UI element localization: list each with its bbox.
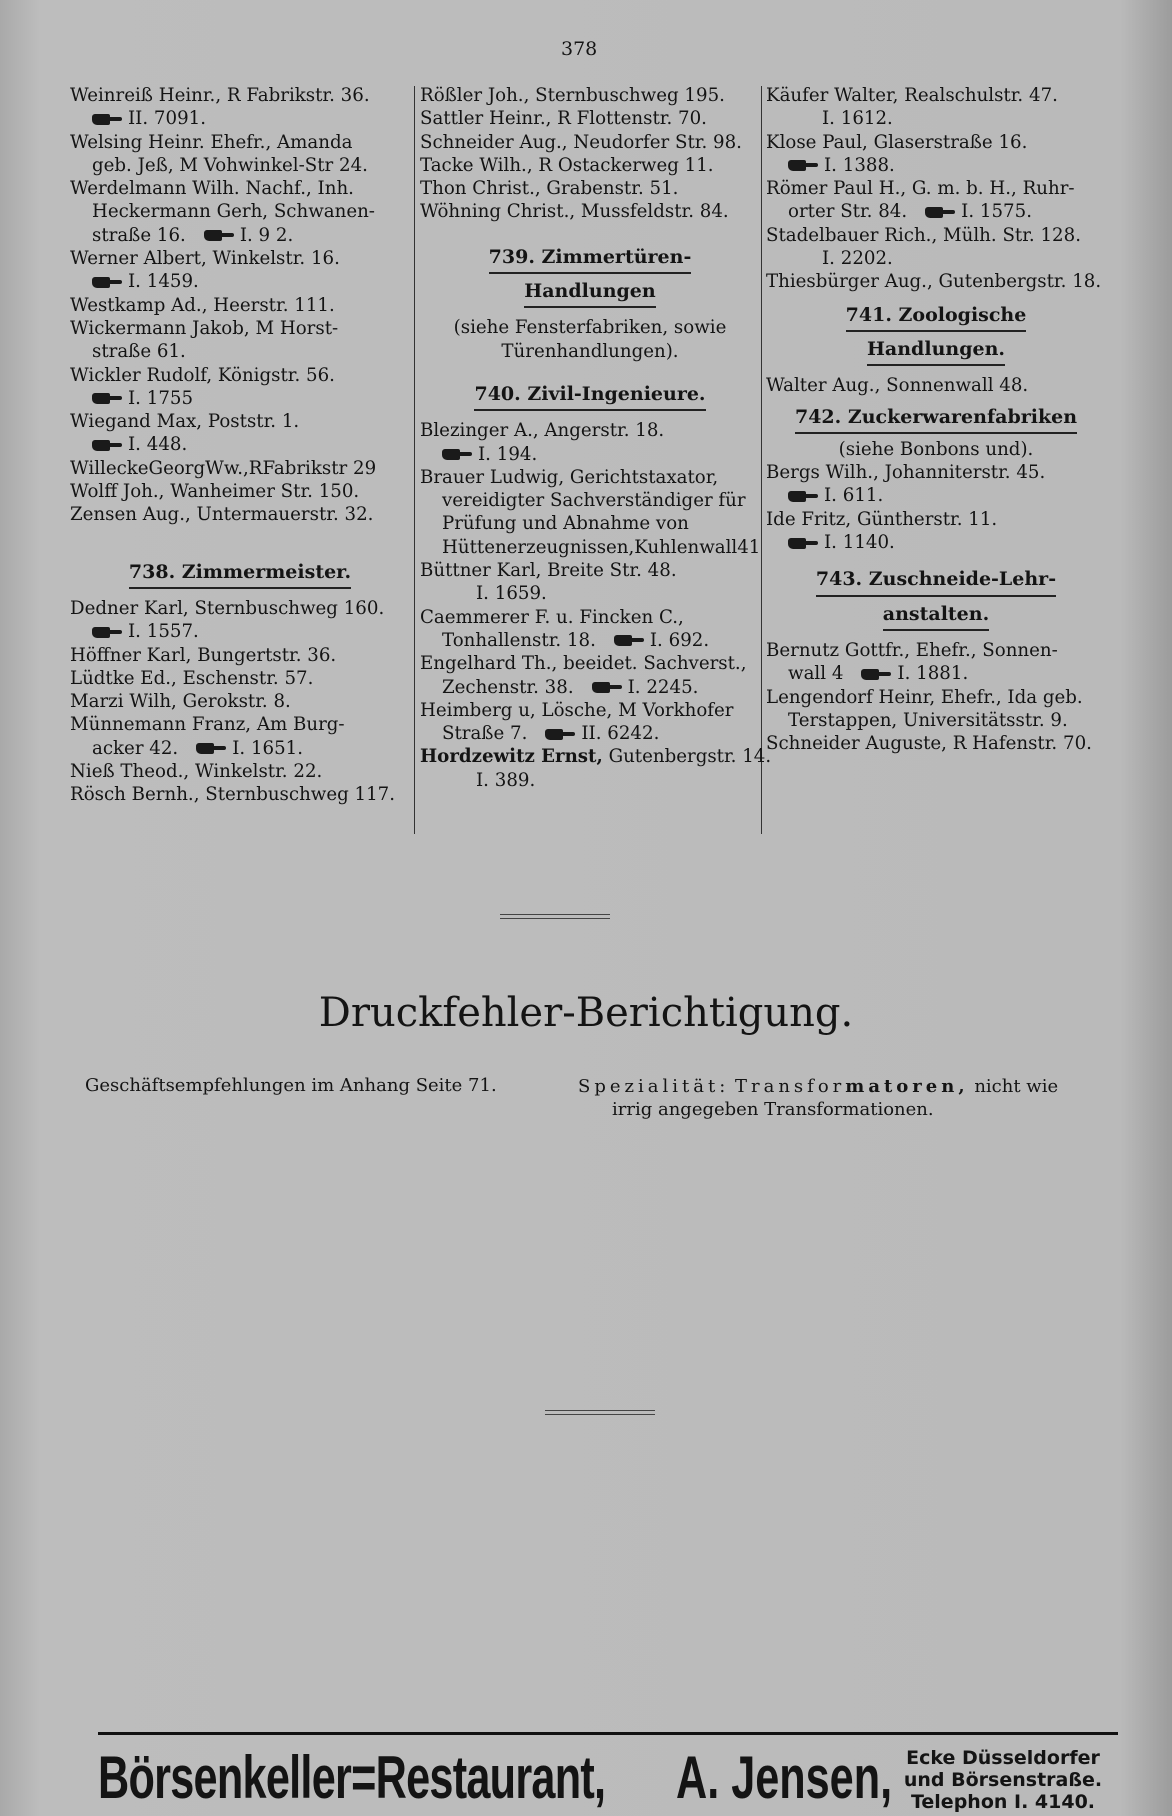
entry-text: Engelhard Th., beeidet. Sachverst., (420, 653, 747, 675)
entry-text: Lüdtke Ed., Eschenstr. 57. (70, 667, 314, 689)
section-heading-741-cont (766, 338, 1106, 366)
telephone-hand-icon (592, 681, 624, 694)
entry-text: Ide Fritz, Güntherstr. 11. (766, 508, 998, 530)
directory-entry-line (70, 433, 410, 456)
entry-text: Stadelbauer Rich., Mülh. Str. 128. (766, 224, 1081, 246)
entry-text: I. 1140. (824, 532, 895, 554)
entry-text: geb. Jeß, M Vohwinkel-Str 24. (92, 154, 368, 176)
directory-entry-line (766, 639, 1106, 662)
phone-number: I. 1575. (961, 201, 1032, 223)
ad-address-line: Ecke Düsseldorfer (906, 1747, 1100, 1769)
entry-text: acker 42. (92, 737, 179, 759)
entry-list-2b (420, 419, 772, 792)
errata-word: Transfor (735, 1076, 846, 1097)
directory-entry-line (420, 154, 760, 177)
telephone-hand-icon (92, 392, 124, 405)
directory-entry-line (70, 131, 410, 154)
directory-entry-line (70, 270, 410, 293)
directory-entry-line (420, 177, 760, 200)
entry-text: I. 1612. (822, 108, 893, 130)
directory-entry-line (420, 200, 760, 223)
section-heading-741 (766, 304, 1106, 332)
directory-entry-line (70, 340, 410, 363)
entry-text: wall 4 (788, 663, 844, 685)
errata-title: Druckfehler-Berichtigung. (318, 990, 854, 1036)
directory-entry-line (70, 457, 410, 480)
directory-entry-line (420, 84, 760, 107)
directory-entry-line (70, 690, 410, 713)
directory-entry-line (420, 745, 772, 768)
entry-text: Büttner Karl, Breite Str. 48. (420, 560, 677, 582)
entry-text: Höffner Karl, Bungertstr. 36. (70, 644, 337, 666)
section-heading-743-cont (766, 603, 1106, 631)
entry-text: Brauer Ludwig, Gerichtstaxator, (420, 466, 719, 488)
directory-entry-line (766, 374, 1106, 397)
entry-text: I. 1755 (128, 387, 194, 409)
directory-entry-line (420, 606, 760, 629)
telephone-hand-icon (925, 206, 957, 219)
entry-list-1a (70, 84, 410, 527)
entry-text: Wickler Rudolf, Königstr. 56. (70, 364, 335, 386)
phone-number: I. 9 2. (239, 224, 294, 246)
entry-text: Blezinger A., Angerstr. 18. (420, 420, 665, 442)
directory-entry-line (70, 503, 410, 526)
errata-word: matoren, (845, 1076, 969, 1097)
directory-entry-line (766, 461, 1106, 484)
directory-entry-line (766, 224, 1106, 247)
ad-restaurant-name: Börsenkeller=Restaurant, (98, 1744, 606, 1811)
directory-entry-line (70, 667, 410, 690)
entry-text: Wöhning Christ., Mussfeldstr. 84. (420, 201, 729, 223)
column-2 (420, 84, 772, 792)
entry-text: Walter Aug., Sonnenwall 48. (766, 375, 1029, 397)
entry-text: Wickermann Jakob, M Horst- (70, 317, 339, 339)
directory-entry-line (420, 131, 760, 154)
column-1 (70, 84, 410, 807)
directory-entry-line (70, 200, 410, 223)
entry-text: Römer Paul H., G. m. b. H., Ruhr- (766, 178, 1075, 200)
telephone-hand-icon (861, 668, 893, 681)
section-title: 743. Zuschneide-Lehr- (816, 568, 1056, 596)
errata-correction (578, 1075, 1113, 1121)
entry-text: Käufer Walter, Realschulstr. 47. (766, 85, 1058, 106)
entry-text: I. 611. (824, 485, 884, 507)
entry-text: Heimberg u, Lösche, M Vorkhofer (420, 699, 734, 721)
entry-text: Rößler Joh., Sternbuschweg 195. (420, 85, 725, 106)
directory-entry-line (70, 387, 410, 410)
directory-entry-line (766, 662, 1106, 685)
phone-number: I. 1881. (897, 663, 969, 685)
entry-text: Nieß Theod., Winkelstr. 22. (70, 761, 323, 783)
entry-text: Hüttenerzeugnissen,Kuhlenwall41 (442, 536, 761, 558)
directory-entry-line (420, 466, 760, 489)
entry-text: Sattler Heinr., R Flottenstr. 70. (420, 108, 707, 130)
errata-word: Spezialität: (578, 1076, 730, 1097)
entry-text: orter Str. 84. (788, 201, 908, 223)
directory-entry-line (70, 620, 410, 643)
directory-entry-line (766, 531, 1106, 554)
directory-entry-line (70, 597, 410, 620)
directory-entry-line (420, 443, 760, 466)
entry-text: Rösch Bernh., Sternbuschweg 117. (70, 784, 396, 806)
entry-text: Straße 7. (442, 723, 528, 745)
entry-phone (907, 201, 1032, 222)
phone-number: II. 6242. (581, 723, 660, 745)
directory-entry-line (420, 722, 760, 745)
entry-text: Klose Paul, Glaserstraße 16. (766, 131, 1028, 153)
divider-rule (545, 1414, 655, 1415)
section-heading-739-cont (420, 280, 760, 308)
section-heading-743 (766, 568, 1106, 596)
directory-entry-line (766, 247, 1106, 270)
directory-entry-line (70, 247, 410, 270)
entry-text: Terstappen, Universitätsstr. 9. (788, 709, 1068, 731)
entry-text: vereidigter Sachverständiger für (442, 490, 746, 512)
directory-entry-line (420, 769, 760, 792)
section-title: 741. Zoologische (846, 304, 1027, 332)
entry-text: Münnemann Franz, Am Burg- (70, 714, 345, 736)
entry-text: Zechenstr. 38. (442, 676, 574, 698)
directory-entry-line (766, 200, 1106, 223)
section-heading-739 (420, 246, 760, 274)
entry-text: Tacke Wilh., R Ostackerweg 11. (420, 154, 714, 176)
column-3 (766, 84, 1106, 755)
entry-text: WilleckeGeorgWw.,RFabrikstr 29 (70, 457, 377, 479)
ad-owner-name: A. Jensen, (676, 1744, 893, 1811)
advertisement (98, 1732, 1118, 1815)
entry-phone (596, 630, 709, 651)
entry-text: Caemmerer F. u. Fincken C., (420, 606, 684, 628)
section-title: 738. Zimmermeister. (129, 561, 351, 589)
directory-entry-line (766, 709, 1106, 732)
directory-entry-line (70, 783, 410, 806)
entry-text: Bernutz Gottfr., Ehefr., Sonnen- (766, 639, 1058, 661)
directory-entry-line (420, 652, 760, 675)
directory-entry-line (70, 760, 410, 783)
directory-entry-line (766, 270, 1106, 293)
ad-address-line: und Börsenstraße. (903, 1769, 1103, 1791)
directory-entry-line (766, 107, 1106, 130)
directory-entry-line (70, 713, 410, 736)
directory-entry-line (766, 131, 1106, 154)
entry-text: Werdelmann Wilh. Nachf., Inh. (70, 178, 354, 200)
entry-text: Heckermann Gerh, Schwanen- (92, 201, 375, 223)
directory-entry-line (70, 154, 410, 177)
telephone-hand-icon (92, 276, 124, 289)
section-note: (siehe Bonbons und). (838, 438, 1034, 460)
entry-text: I. 448. (128, 434, 188, 456)
directory-entry-line (420, 512, 760, 535)
column-divider (414, 86, 415, 834)
directory-entry-line (70, 364, 410, 387)
telephone-hand-icon (92, 439, 124, 452)
entry-text: Welsing Heinr. Ehefr., Amanda (70, 131, 353, 153)
directory-entry-line (766, 84, 1106, 107)
divider-rule (500, 914, 610, 915)
errata-reference: Geschäftsempfehlungen im Anhang Seite 71. (85, 1075, 497, 1096)
entry-list-1b (70, 597, 410, 807)
directory-entry-line (70, 107, 410, 130)
directory-entry-line (766, 177, 1106, 200)
telephone-hand-icon (92, 113, 124, 126)
entry-text: Bergs Wilh., Johanniterstr. 45. (766, 462, 1046, 484)
directory-entry-line (420, 559, 760, 582)
errata-word: irrig angegeben Transformationen. (612, 1099, 934, 1120)
entry-text: Hordzewitz Ernst, (420, 746, 603, 768)
entry-text: Tonhallenstr. 18. (442, 629, 596, 651)
entry-text: I. 194. (478, 443, 538, 465)
directory-entry-line (766, 508, 1106, 531)
directory-entry-line (420, 582, 760, 605)
section-heading-740 (420, 383, 760, 411)
directory-entry-line (420, 676, 760, 699)
telephone-hand-icon (92, 626, 124, 639)
column-divider (761, 86, 762, 834)
entry-text: I. 1388. (824, 154, 895, 176)
directory-entry-line (70, 317, 410, 340)
entry-text: Weinreiß Heinr., R Fabrikstr. 36. (70, 85, 370, 106)
telephone-hand-icon (196, 742, 228, 755)
phone-number: I. 2245. (627, 676, 699, 698)
page-number: 378 (561, 38, 598, 60)
phone-number: I. 692. (649, 629, 710, 651)
telephone-hand-icon (614, 634, 646, 647)
entry-text: Wiegand Max, Poststr. 1. (70, 411, 300, 433)
entry-text: straße 61. (92, 341, 186, 363)
entry-text: Gutenbergstr. 14. (602, 746, 772, 768)
telephone-hand-icon (204, 229, 236, 242)
directory-entry-line (70, 480, 410, 503)
divider-rule (500, 918, 610, 919)
entry-phone (178, 738, 303, 759)
directory-entry-line (70, 294, 410, 317)
entry-text: straße 16. (92, 224, 186, 246)
directory-entry-line (420, 699, 760, 722)
directory-entry-line (766, 686, 1106, 709)
section-title: 740. Zivil-Ingenieure. (474, 383, 705, 411)
directory-entry-line (420, 419, 760, 442)
telephone-hand-icon (442, 448, 474, 461)
section-note: Türenhandlungen). (501, 340, 679, 362)
entry-list-3c (766, 461, 1106, 554)
entry-text: I. 389. (476, 769, 536, 791)
errata-word: nicht wie (968, 1076, 1059, 1097)
telephone-hand-icon (545, 728, 577, 741)
entry-text: I. 1659. (476, 583, 547, 605)
section-title: Handlungen. (867, 338, 1005, 366)
telephone-hand-icon (788, 537, 820, 550)
section-heading-742 (766, 406, 1106, 434)
entry-phone (843, 663, 968, 684)
entry-phone (186, 225, 293, 246)
section-note: (siehe Fensterfabriken, sowie (453, 317, 727, 339)
entry-text: Thiesbürger Aug., Gutenbergstr. 18. (766, 271, 1102, 293)
directory-entry-line (766, 154, 1106, 177)
directory-entry-line (766, 484, 1106, 507)
section-heading-738 (70, 561, 410, 589)
directory-entry-line (420, 629, 760, 652)
entry-text: Dedner Karl, Sternbuschweg 160. (70, 597, 385, 619)
directory-entry-line (70, 737, 410, 760)
entry-text: Werner Albert, Winkelstr. 16. (70, 248, 340, 270)
divider-rule (545, 1410, 655, 1411)
section-title: 739. Zimmertüren- (489, 246, 692, 274)
ad-address-line: Telephon I. 4140. (910, 1791, 1096, 1813)
entry-text: Prüfung und Abnahme von (442, 513, 689, 535)
section-title: Handlungen (524, 280, 655, 308)
entry-text: II. 7091. (128, 108, 206, 130)
directory-entry-line (70, 644, 410, 667)
entry-text: I. 1557. (128, 621, 199, 643)
directory-entry-line (420, 536, 760, 559)
entry-text: Lengendorf Heinr, Ehefr., Ida geb. (766, 686, 1083, 708)
section-title: anstalten. (883, 603, 989, 631)
entry-list-3a (766, 84, 1106, 294)
directory-entry-line (420, 489, 760, 512)
entry-list-3b (766, 374, 1106, 397)
entry-phone (574, 677, 699, 698)
entry-text: I. 2202. (822, 248, 893, 270)
telephone-hand-icon (788, 159, 820, 172)
directory-entry-line (766, 732, 1106, 755)
entry-text: Wolff Joh., Wanheimer Str. 150. (70, 481, 360, 503)
entry-text: Schneider Aug., Neudorfer Str. 98. (420, 131, 742, 153)
entry-list-2a (420, 84, 760, 224)
directory-entry-line (70, 177, 410, 200)
entry-text: Westkamp Ad., Heerstr. 111. (70, 294, 335, 316)
directory-entry-line (420, 107, 760, 130)
entry-text: Schneider Auguste, R Hafenstr. 70. (766, 733, 1092, 755)
ad-address (888, 1747, 1118, 1813)
entry-phone (527, 723, 659, 744)
telephone-hand-icon (788, 490, 820, 503)
entry-text: Marzi Wilh, Gerokstr. 8. (70, 691, 291, 713)
entry-list-3d (766, 639, 1106, 755)
entry-text: Zensen Aug., Untermauerstr. 32. (70, 504, 374, 526)
section-title: 742. Zuckerwarenfabriken (795, 406, 1077, 434)
phone-number: I. 1651. (232, 737, 304, 759)
entry-text: Thon Christ., Grabenstr. 51. (420, 178, 679, 200)
directory-entry-line (70, 84, 410, 107)
directory-entry-line (70, 224, 410, 247)
entry-text: I. 1459. (128, 271, 199, 293)
directory-entry-line (70, 410, 410, 433)
